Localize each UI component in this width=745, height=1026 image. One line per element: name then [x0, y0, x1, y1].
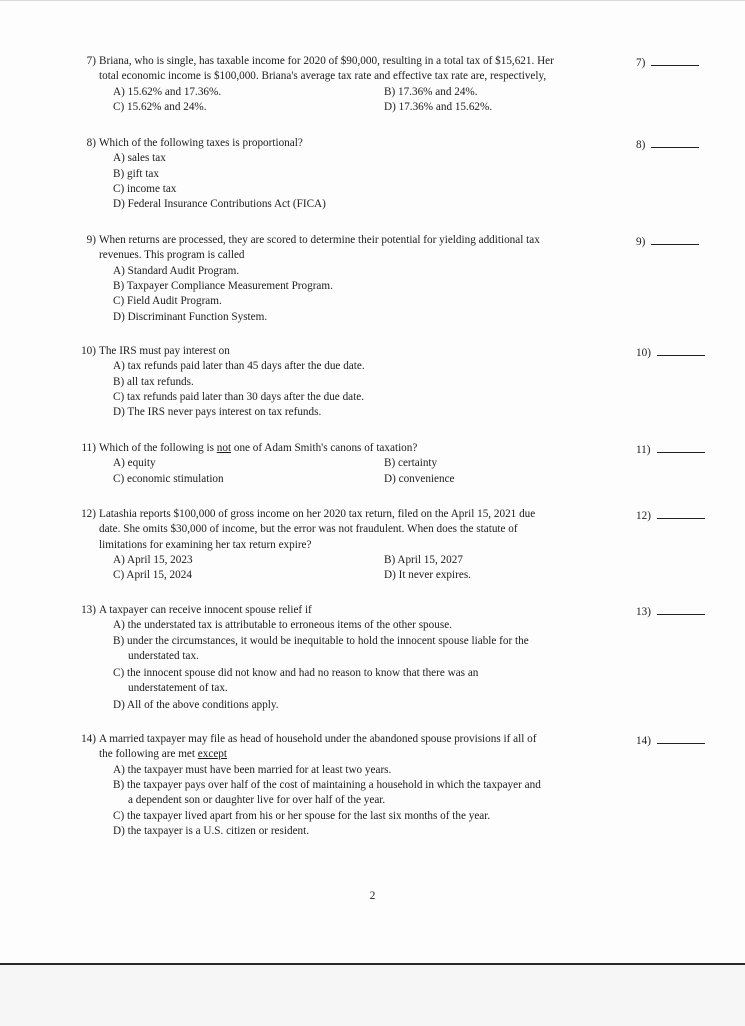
answer-blank[interactable]	[636, 233, 699, 250]
question-number: 11)	[81, 442, 96, 454]
option-c-continued: understatement of tax.	[128, 682, 228, 694]
stem-line: The IRS must pay interest on	[99, 345, 230, 357]
answer-label: 8)	[636, 139, 646, 151]
stem-text: the following are met	[99, 748, 198, 761]
answer-blank[interactable]	[636, 507, 705, 524]
option-d: D) 17.36% and 15.62%.	[384, 101, 493, 113]
answer-line[interactable]	[657, 344, 705, 356]
option-b: B) the taxpayer pays over half of the cost of maintaining a household in which the taxpayer and	[113, 779, 541, 791]
option-b: B) gift tax	[113, 168, 159, 180]
option-b-continued: understated tax.	[128, 650, 199, 662]
answer-line[interactable]	[651, 136, 699, 148]
option-b: B) Taxpayer Compliance Measurement Program.	[113, 280, 333, 292]
question-number: 13)	[81, 604, 96, 616]
option-a: A) April 15, 2023	[113, 554, 193, 566]
option-b: B) all tax refunds.	[113, 376, 194, 388]
option-c: C) income tax	[113, 183, 177, 195]
stem-line: Latashia reports $100,000 of gross income on her 2020 tax return, filed on the April 15, 2021 due	[99, 508, 536, 520]
option-c: C) the innocent spouse did not know and had no reason to know that there was an	[113, 667, 479, 679]
question-stem	[99, 136, 303, 151]
answer-blank[interactable]	[636, 344, 705, 361]
answer-blank[interactable]	[636, 136, 699, 153]
option-a: A) the taxpayer must have been married for at least two years.	[113, 764, 392, 776]
option-b: B) certainty	[384, 457, 438, 469]
stem-emphasis: except	[197, 748, 227, 761]
option-c: C) economic stimulation	[113, 473, 224, 485]
option-b: B) under the circumstances, it would be inequitable to hold the innocent spouse liable for the	[113, 635, 529, 647]
answer-blank[interactable]	[636, 732, 705, 749]
page-number: 2	[369, 890, 376, 902]
question-number: 14)	[81, 733, 96, 745]
stem-line: A married taxpayer may file as head of household under the abandoned spouse provisions if all of	[99, 733, 537, 745]
stem-text: one of Adam Smith's canons of taxation?	[231, 442, 418, 454]
option-d: D) convenience	[384, 473, 455, 485]
stem-line: revenues. This program is called	[99, 249, 245, 262]
option-c: C) tax refunds paid later than 30 days after the due date.	[113, 391, 365, 403]
stem-line: limitations for examining her tax return expire?	[99, 538, 312, 551]
question-number: 12)	[81, 508, 96, 520]
question-stem	[99, 441, 417, 456]
answer-blank[interactable]	[636, 441, 705, 458]
answer-line[interactable]	[657, 507, 705, 519]
question-stem	[99, 603, 312, 618]
question-stem	[99, 344, 230, 359]
option-b: B) April 15, 2027	[384, 554, 463, 566]
question-number: 7)	[86, 55, 96, 67]
question-stem	[99, 732, 536, 763]
option-a: A) equity	[113, 457, 156, 469]
answer-label: 13)	[636, 606, 651, 618]
scan-top-edge	[0, 0, 745, 1]
option-a: A) 15.62% and 17.36%.	[113, 86, 222, 98]
stem-line	[99, 747, 536, 762]
option-a: A) Standard Audit Program.	[113, 265, 240, 277]
answer-line[interactable]	[657, 603, 705, 615]
option-c: C) Field Audit Program.	[113, 295, 222, 307]
stem-line: Which of the following taxes is proportional?	[99, 137, 303, 149]
answer-line[interactable]	[657, 441, 705, 453]
stem-line: A taxpayer can receive innocent spouse relief if	[99, 604, 312, 616]
option-c: C) 15.62% and 24%.	[113, 101, 207, 113]
stem-line: When returns are processed, they are scored to determine their potential for yielding additional tax	[99, 234, 540, 246]
option-d: D) All of the above conditions apply.	[113, 699, 279, 711]
answer-blank[interactable]	[636, 603, 705, 620]
option-a: A) the understated tax is attributable to erroneous items of the other spouse.	[113, 619, 452, 631]
option-a: A) tax refunds paid later than 45 days after the due date.	[113, 360, 365, 372]
answer-label: 12)	[636, 510, 651, 522]
answer-line[interactable]	[651, 54, 699, 66]
option-b-continued: a dependent son or daughter live for over half of the year.	[128, 794, 386, 806]
stem-line: date. She omits $30,000 of income, but the error was not fraudulent. When does the statute of	[99, 523, 518, 536]
option-d: D) the taxpayer is a U.S. citizen or resident.	[113, 825, 310, 837]
option-d: D) The IRS never pays interest on tax refunds.	[113, 406, 322, 418]
answer-line[interactable]	[657, 732, 705, 744]
option-c: C) the taxpayer lived apart from his or her spouse for the last six months of the year.	[113, 810, 491, 822]
question-stem	[99, 507, 535, 553]
answer-label: 11)	[636, 444, 651, 456]
option-a: A) sales tax	[113, 152, 166, 164]
answer-label: 7)	[636, 57, 646, 69]
option-d: D) It never expires.	[384, 569, 471, 581]
stem-emphasis: not	[216, 442, 232, 454]
scan-bottom-edge	[0, 963, 745, 1026]
answer-label: 9)	[636, 236, 646, 248]
stem-line: total economic income is $100,000. Briana's average tax rate and effective tax rate are, respectively,	[99, 70, 547, 83]
answer-label: 14)	[636, 735, 651, 747]
option-c: C) April 15, 2024	[113, 569, 192, 581]
question-number: 8)	[86, 137, 96, 149]
option-d: D) Discriminant Function System.	[113, 311, 268, 323]
answer-label: 10)	[636, 347, 651, 359]
question-number: 9)	[86, 234, 96, 246]
option-b: B) 17.36% and 24%.	[384, 86, 478, 98]
answer-line[interactable]	[651, 233, 699, 245]
option-d: D) Federal Insurance Contributions Act (FICA)	[113, 198, 326, 210]
stem-text: Which of the following is	[99, 442, 217, 454]
question-stem	[99, 233, 540, 264]
question-stem	[99, 54, 554, 85]
stem-line: Briana, who is single, has taxable income for 2020 of $90,000, resulting in a total tax of $15,621. Her	[99, 55, 554, 67]
answer-blank[interactable]	[636, 54, 699, 71]
question-number: 10)	[81, 345, 96, 357]
